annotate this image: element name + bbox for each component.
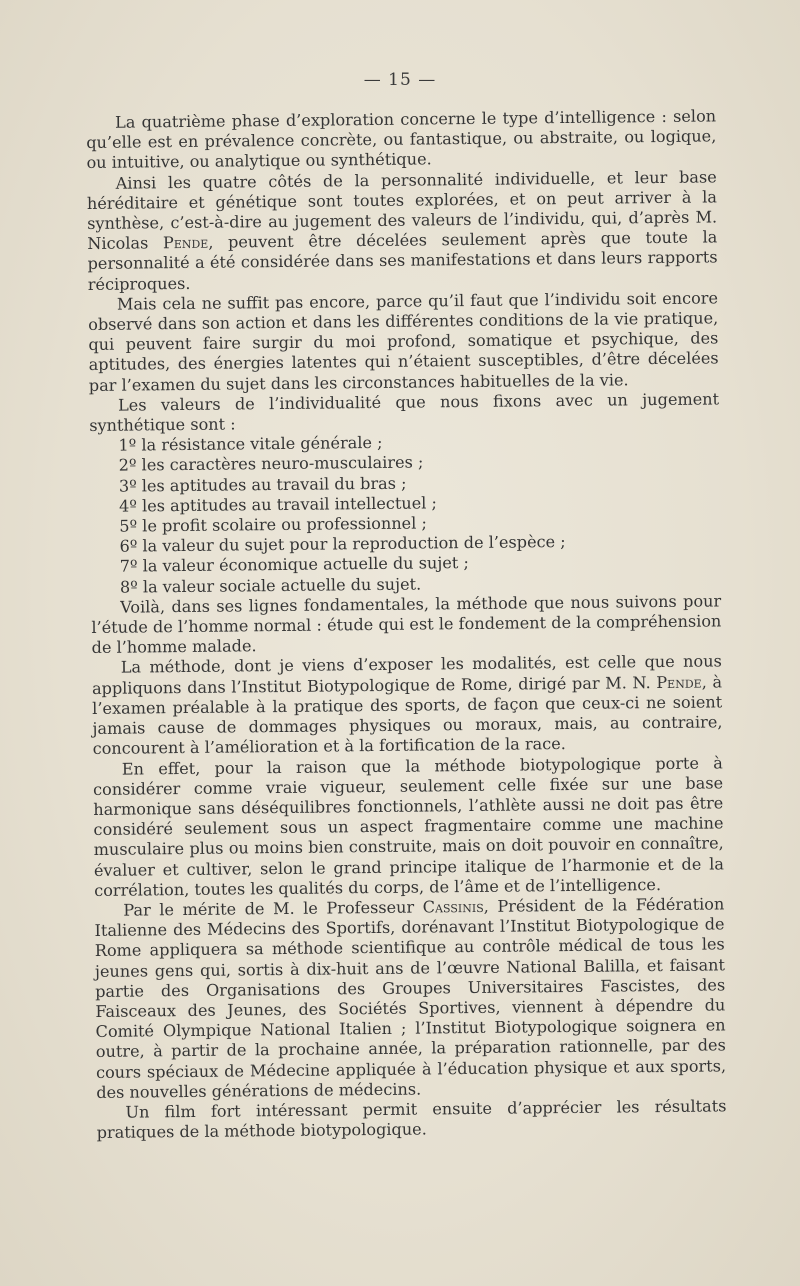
list-item: 4º les aptitudes au travail intellectuel ; (119, 493, 438, 516)
paragraph-synthesis-part-1: Ainsi les quatre côtés de la personnalité individuelle, et leur base héréditaire et génétique sont toutes explorées, et on peut arriver à la synthèse, c’est-à-dire au jugement des valeurs de l’individu, qui, d’après M. Nicolas (86, 167, 718, 254)
name-cassinis: Cassinis (422, 896, 484, 917)
paragraph-cassinis (94, 894, 726, 1103)
values-list (89, 430, 721, 598)
paragraph-observation: Mais cela ne suffit pas encore, parce qu’il faut que l’individu soit encore observé dans son action et dans les différentes conditions de la vie pratique, qui peuvent faire surgir du moi profond, somatique et psychique, des aptitudes, des énergies latentes qui n’étaient susceptibles, d’être décelées par l’examen du sujet dans les circonstances habituelles de la vie. (88, 288, 719, 395)
author-name-pende: Pende (656, 672, 702, 692)
list-item: 3º les aptitudes au travail du bras ; (118, 473, 407, 496)
paragraph-synthesis (87, 167, 718, 295)
page-number: — 15 — (363, 70, 437, 90)
paragraph-institute (92, 652, 723, 760)
list-item: 1º la résistance vitale générale ; (118, 433, 383, 455)
paragraph-synthesis-part-2: , peuvent être décelées seulement après que toute la personnalité a été considérée dans ses manifestations et dans leurs rapports réciproques. (87, 227, 718, 294)
paragraph-institute-part-1: La méthode, dont je viens d’exposer les modalités, est celle que nous appliquons dans l’Institut Biotypologique de Rome, dirigé par M. N. (91, 651, 722, 698)
list-item: 8º la valeur sociale actuelle du sujet. (119, 574, 422, 597)
paragraph-cassinis-part-2: , Président de la Fédération Italienne des Médecins des Sportifs, dorénavant l’Institut Biotypologique de Rome appliquera sa méthode scientifique au contrôle médical de tous les jeunes gens qui, sortis à dix-huit ans de l’œuvre National Balilla, et faisant partie des Organisations des Groupes Universitaires Fascistes, des Faisceaux des Jeunes, des Sociétés Sportives, viennent à dépendre du Comité Olympique National Italien ; l’Institut Biotypologique soignera en outre, à partir de la prochaine année, la préparation rationnelle, par des cours spéciaux de Médecine appliquée à l’éducation physique et aux sports, des nouvelles générations de médecins. (94, 894, 727, 1102)
paragraph-film: Un film fort intéressant permit ensuite d’apprécier les résultats pratiques de la méthode biotypologique. (96, 1096, 727, 1143)
list-item: 2º les caractères neuro-musculaires ; (118, 452, 424, 476)
list-item: 6º la valeur du sujet pour la reproduction de l’espèce ; (119, 532, 566, 556)
author-name-pende: Pende (162, 232, 209, 253)
body-text (86, 106, 727, 1143)
paragraph-institute-part-2: , à l’examen préalable à la pratique des sports, de façon que ceux-ci ne soient jamais cause de dommages physiques ou moraux, mais, au contraire, concourent à l’amélioration et à la fortification de la race. (92, 672, 723, 759)
paragraph-method-summary: Voilà, dans ses lignes fondamentales, la méthode que nous suivons pour l’étude de l’homme normal : étude qui est le fondement de la compréhension de l’homme malade. (91, 591, 722, 658)
paragraph-values-intro: Les valeurs de l’individualité que nous fixons avec un jugement synthétique sont : (89, 389, 720, 436)
paragraph-intelligence: La quatrième phase d’exploration concerne le type d’intelligence : selon qu’elle est en prévalence concrète, ou fantastique, ou abstraite, ou logique, ou intuitive, ou analytique ou synthétique. (86, 106, 717, 173)
paragraph-cassinis-part-1: Par le mérite de M. le Professeur (123, 897, 423, 920)
list-item: 7º la valeur économique actuelle du sujet ; (119, 553, 469, 577)
list-item: 5º le profit scolaire ou professionnel ; (119, 513, 427, 536)
paragraph-athlete: En effet, pour la raison que la méthode biotypologique porte à considérer comme vraie vigueur, seulement celle fixée sur une base harmonique sans déséquilibres fonctionnels, l’athlète aussi ne doit pas être considéré seulement sous un aspect fragmentaire comme une machine musculaire plus ou moins bien construite, mais on doit pouvoir en connaître, évaluer et cultiver, selon le grand principe italique de l’harmonie et de la corrélation, toutes les qualités du corps, de l’âme et de l’intelligence. (92, 752, 724, 900)
